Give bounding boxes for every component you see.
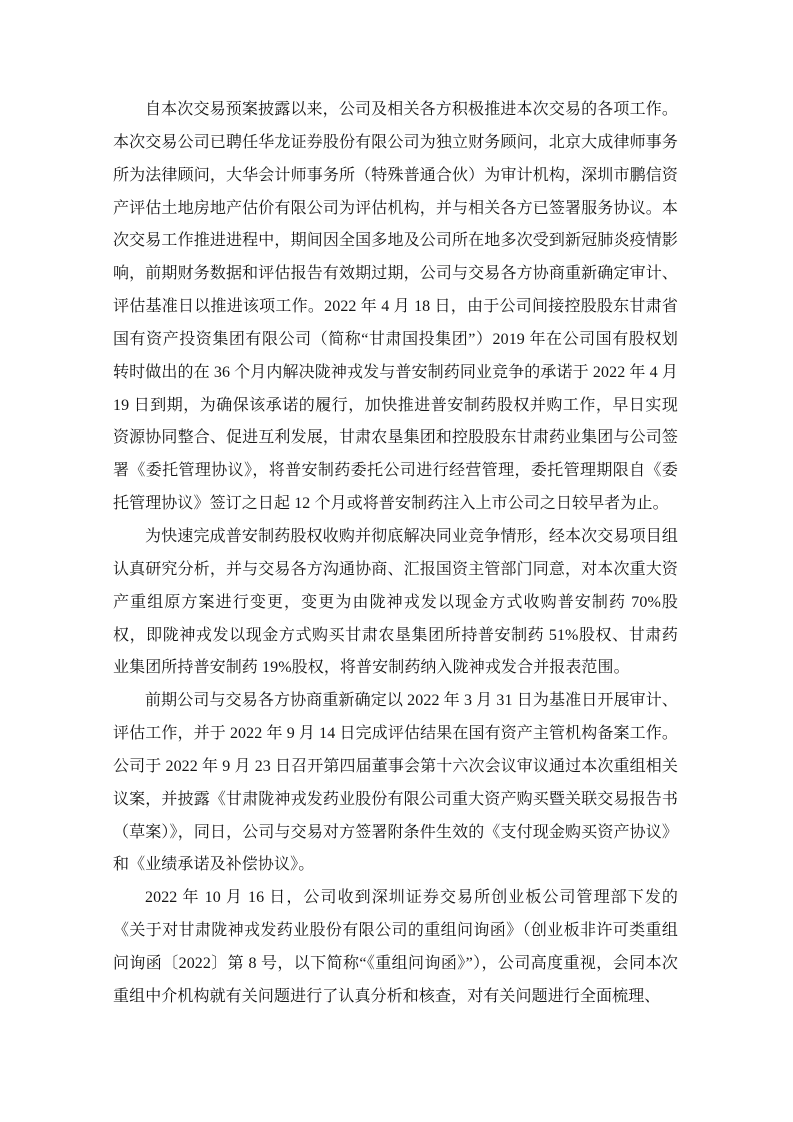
document-body: [113, 94, 678, 1014]
paragraph-inquiry-letter: 2022 年 10 月 16 日，公司收到深圳证券交易所创业板公司管理部下发的《关于对甘肃陇神戎发药业股份有限公司的重组问询函》（创业板非许可类重组问询函〔2022〕第 8 号，以下简称“《重组问询函》”），公司高度重视，会同本次重组中介机构就有关问题进行了认真分析和核查，对有关问题进行全面梳理、: [113, 889, 678, 1005]
paragraph-audit-evaluation-filing: 前期公司与交易各方协商重新确定以 2022 年 3 月 31 日为基准日开展审计、评估工作，并于 2022 年 9 月 14 日完成评估结果在国有资产主管机构备案工作。公司于 2022 年 9 月 23 日召开第四届董事会第十六次会议审议通过本次重组相关议案，并披露《甘肃陇神戎发药业股份有限公司重大资产购买暨关联交易报告书（草案）》，同日，公司与交易对方签署附条件生效的《支付现金购买资产协议》和《业绩承诺及补偿协议》。: [113, 692, 678, 874]
paragraph-transaction-progress: 自本次交易预案披露以来，公司及相关各方积极推进本次交易的各项工作。本次交易公司已聘任华龙证券股份有限公司为独立财务顾问，北京大成律师事务所为法律顾问，大华会计师事务所（特殊普通合伙）为审计机构，深圳市鹏信资产评估土地房地产估价有限公司为评估机构，并与相关各方已签署服务协议。本次交易工作推进进程中，期间因全国多地及公司所在地多次受到新冠肺炎疫情影响，前期财务数据和评估报告有效期过期，公司与交易各方协商重新确定审计、评估基准日以推进该项工作。2022 年 4 月 18 日，由于公司间接控股股东甘肃省国有资产投资集团有限公司（简称“甘肃国投集团”）2019 年在公司国有股权划转时做出的在 36 个月内解决陇神戎发与普安制药同业竞争的承诺于 2022 年 4 月 19 日到期，为确保该承诺的履行，加快推进普安制药股权并购工作，早日实现资源协同整合、促进互利发展，甘肃农垦集团和控股股东甘肃药业集团与公司签署《委托管理协议》，将普安制药委托公司进行经营管理，委托管理期限自《委托管理协议》签订之日起 12 个月或将普安制药注入上市公司之日较早者为止。: [113, 101, 678, 513]
paragraph-plan-change: 为快速完成普安制药股权收购并彻底解决同业竞争情形，经本次交易项目组认真研究分析，并与交易各方沟通协商、汇报国资主管部门同意，对本次重大资产重组原方案进行变更，变更为由陇神戎发以现金方式收购普安制药 70%股权，即陇神戎发以现金方式购买甘肃农垦集团所持普安制药 51%股权、甘肃药业集团所持普安制药 19%股权，将普安制药纳入陇神戎发合并报表范围。: [113, 527, 678, 677]
